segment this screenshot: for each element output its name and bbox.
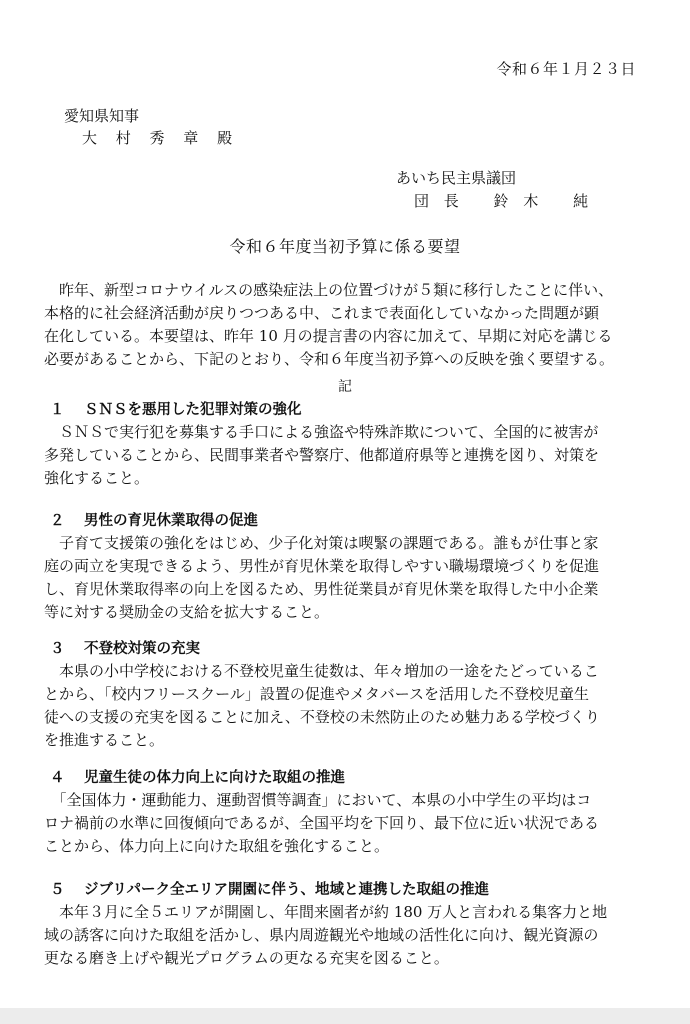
- section-line: 本県の小中学校における不登校児童生徒数は、年々増加の一途をたどっているこ: [44, 662, 599, 680]
- section-heading: [44, 399, 654, 421]
- section-title: ジブリパーク全エリア開園に伴う、地域と連携した取組の推進: [84, 882, 489, 898]
- section-line: 等に対する奨励金の支給を拡大すること。: [44, 603, 330, 621]
- addressee-name: 大 村 秀 章 殿: [82, 129, 240, 147]
- section-line: 「全国体力・運動能力、運動習慣等調査」において、本県の小中学生の平均はコ: [44, 791, 592, 809]
- section-1: [44, 399, 654, 490]
- section-title: 児童生徒の体力向上に向けた取組の推進: [84, 770, 345, 786]
- section-line: 徒への支援の充実を図ることに加え、不登校の未然防止のため魅力ある学校づくり: [44, 708, 600, 726]
- intro-line: 必要があることから、下記のとおり、令和６年度当初予算への反映を強く要望する。: [44, 350, 615, 368]
- sender-name: 団 長 鈴 木 純: [414, 192, 594, 210]
- section-number: １: [50, 402, 65, 418]
- intro-line: 在化している。本要望は、昨年 10 月の提言書の内容に加えて、早期に対応を講じる: [44, 327, 613, 345]
- section-number: ４: [50, 770, 65, 786]
- section-number: ３: [50, 641, 65, 657]
- section-5: [44, 879, 654, 970]
- section-line: ことから、体力向上に向けた取組を強化すること。: [44, 837, 390, 855]
- section-line: 更なる磨き上げや観光プログラムの更なる充実を図ること。: [44, 949, 449, 967]
- section-2: [44, 510, 654, 624]
- section-line: 多発していることから、民間事業者や警察庁、他都道府県等と連携を図り、対策を: [44, 446, 600, 464]
- section-line: 強化すること。: [44, 469, 150, 487]
- section-line: ロナ禍前の水準に回復傾向であるが、全国平均を下回り、最下位に近い状況である: [44, 814, 600, 832]
- section-number: ２: [50, 513, 65, 529]
- viewer-bottom-band: [0, 1008, 690, 1024]
- ki-marker: 記: [338, 379, 352, 395]
- section-heading: [44, 638, 654, 660]
- section-heading: [44, 767, 654, 789]
- section-body: [44, 789, 654, 858]
- section-4: [44, 767, 654, 858]
- document-date: 令和６年１月２３日: [496, 60, 636, 78]
- section-line: 域の誘客に向けた取組を活かし、県内周遊観光や地域の活性化に向け、観光資源の: [44, 926, 599, 944]
- section-line: 本年３月に全５エリアが開園し、年間来園者が約 180 万人と言われる集客力と地: [44, 903, 608, 921]
- section-title: 不登校対策の充実: [84, 641, 200, 657]
- section-line: ＳＮＳで実行犯を募集する手口による強盗や特殊詐欺について、全国的に被害が: [44, 423, 599, 441]
- addressee-organization: 愛知県知事: [64, 107, 140, 125]
- section-body: [44, 901, 654, 970]
- intro-line: 昨年、新型コロナウイルスの感染症法上の位置づけが５類に移行したことに伴い、: [44, 281, 614, 299]
- section-body: [44, 532, 654, 624]
- section-line: を推進すること。: [44, 731, 165, 749]
- document-title: 令和６年度当初予算に係る要望: [229, 237, 461, 256]
- section-body: [44, 421, 654, 490]
- section-line: 庭の両立を実現できるよう、男性が育児休業を取得しやすい職場環境づくりを促進: [44, 557, 600, 575]
- section-title: ＳＮＳを悪用した犯罪対策の強化: [84, 402, 302, 418]
- section-title: 男性の育児休業取得の促進: [84, 513, 258, 529]
- section-line: とから、「校内フリースクール」設置の促進やメタバースを活用した不登校児童生: [44, 685, 589, 703]
- section-heading: [44, 510, 654, 532]
- intro-paragraph: [44, 279, 646, 371]
- section-3: [44, 638, 654, 752]
- section-line: 子育て支援策の強化をはじめ、少子化対策は喫緊の課題である。誰もが仕事と家: [44, 534, 599, 552]
- section-line: し、育児休業取得率の向上を図るため、男性従業員が育児休業を取得した中小企業: [44, 580, 599, 598]
- section-body: [44, 660, 654, 752]
- intro-line: 本格的に社会経済活動が戻りつつある中、これまで表面化していなかった問題が顕: [44, 304, 600, 322]
- sender-organization: あいち民主県議団: [396, 169, 517, 187]
- section-number: ５: [50, 882, 65, 898]
- section-heading: [44, 879, 654, 901]
